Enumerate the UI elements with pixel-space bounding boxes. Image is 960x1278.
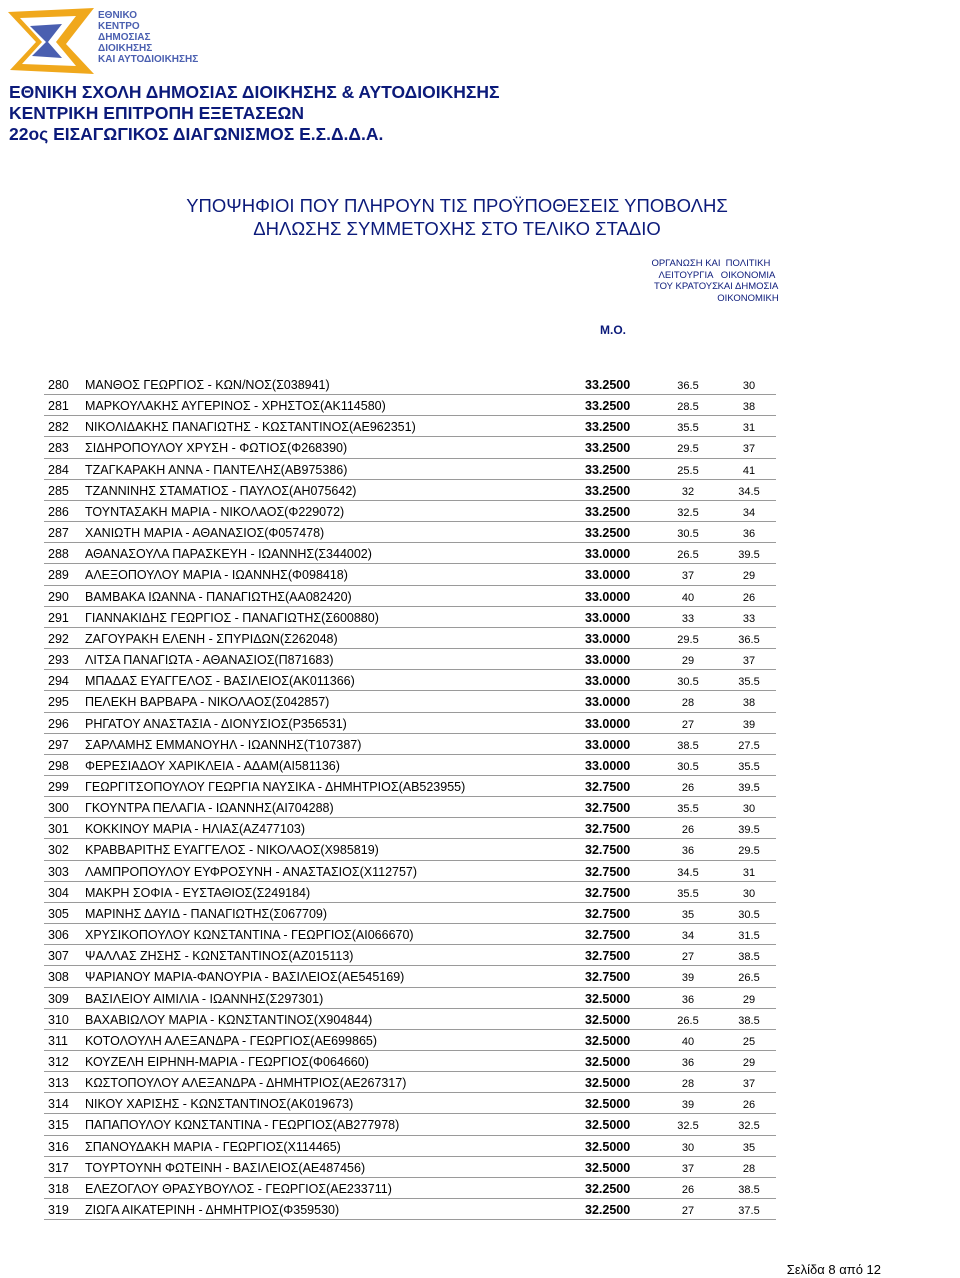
average-score: 32.7500 bbox=[585, 949, 631, 964]
score-state-organization: 25.5 bbox=[677, 464, 699, 477]
average-score: 33.2500 bbox=[585, 483, 631, 498]
candidate-name: ΤΖΑΓΚΑΡΑΚΗ ΑΝΝΑ - ΠΑΝΤΕΛΗΣ(ΑΒ975386) bbox=[85, 462, 348, 477]
score-state-organization: 29.5 bbox=[677, 443, 699, 456]
candidate-name: ΚΡΑΒΒΑΡΙΤΗΣ ΕΥΑΓΓΕΛΟΣ - ΝΙΚΟΛΑΟΣ(Χ985819) bbox=[85, 843, 379, 858]
score-political-economy: 41 bbox=[742, 464, 756, 477]
average-score: 33.0000 bbox=[585, 610, 631, 625]
document-header bbox=[9, 82, 500, 145]
table-row bbox=[0, 1031, 960, 1052]
table-row bbox=[0, 481, 960, 502]
score-political-economy: 38.5 bbox=[738, 951, 760, 964]
row-number: 294 bbox=[48, 674, 69, 689]
score-state-organization: 26.5 bbox=[677, 549, 699, 562]
table-row bbox=[0, 819, 960, 840]
score-political-economy: 30 bbox=[742, 887, 756, 900]
column-header-line: ΟΡΓΑΝΩΣΗ ΚΑΙ bbox=[651, 258, 721, 269]
score-political-economy: 26 bbox=[742, 591, 756, 604]
score-state-organization: 27 bbox=[681, 718, 695, 731]
logo-line: ΔΗΜΟΣΙΑΣ bbox=[98, 32, 151, 43]
candidate-name: ΚΟΚΚΙΝΟΥ ΜΑΡΙΑ - ΗΛΙΑΣ(ΑΖ477103) bbox=[85, 822, 305, 837]
score-political-economy: 29 bbox=[742, 1057, 756, 1069]
table-row bbox=[0, 544, 960, 565]
table-row bbox=[0, 967, 960, 988]
column-header-line: ΟΙΚΟΝΟΜΙΑ bbox=[720, 269, 776, 281]
score-political-economy: 37 bbox=[742, 1078, 756, 1091]
row-number: 291 bbox=[48, 610, 69, 625]
average-score: 32.7500 bbox=[585, 970, 631, 985]
logo-line: ΔΙΟΙΚΗΣΗΣ bbox=[98, 43, 153, 54]
score-political-economy: 38.5 bbox=[738, 1014, 760, 1027]
row-number: 286 bbox=[48, 504, 69, 519]
score-state-organization: 35.5 bbox=[677, 887, 699, 900]
table-row bbox=[0, 862, 960, 883]
candidate-name: ΧΡΥΣΙΚΟΠΟΥΛΟΥ ΚΩΝΣΤΑΝΤΙΝΑ - ΓΕΩΡΓΙΟΣ(ΑΙ066670) bbox=[85, 928, 414, 943]
score-political-economy: 30.5 bbox=[738, 908, 760, 921]
table-row bbox=[0, 735, 960, 756]
title-line-1: ΥΠΟΨΗΦΙΟΙ ΠΟΥ ΠΛΗΡΟΥΝ ΤΙΣ ΠΡΟΫΠΟΘΕΣΕΙΣ ΥΠΟΒΟΛΗΣ bbox=[186, 195, 728, 216]
candidate-name: ΜΑΝΘΟΣ ΓΕΩΡΓΙΟΣ - ΚΩΝ/ΝΟΣ(Σ038941) bbox=[85, 378, 330, 392]
logo-line: ΚΕΝΤΡΟ bbox=[98, 21, 140, 32]
table-row bbox=[0, 1115, 960, 1136]
score-state-organization: 27 bbox=[681, 1205, 695, 1218]
score-state-organization: 36 bbox=[681, 993, 695, 1006]
candidate-name: ΠΕΛΕΚΗ ΒΑΡΒΑΡΑ - ΝΙΚΟΛΑΟΣ(Σ042857) bbox=[85, 695, 330, 710]
row-number: 308 bbox=[48, 970, 69, 985]
candidate-name: ΤΟΥΝΤΑΣΑΚΗ ΜΑΡΙΑ - ΝΙΚΟΛΑΟΣ(Φ229072) bbox=[85, 504, 345, 519]
table-row bbox=[0, 523, 960, 544]
score-state-organization: 35 bbox=[681, 908, 695, 921]
candidate-name: ΜΑΡΚΟΥΛΑΚΗΣ ΑΥΓΕΡΙΝΟΣ - ΧΡΗΣΤΟΣ(ΑΚ114580) bbox=[85, 399, 386, 414]
candidate-name: ΤΟΥΡΤΟΥΝΗ ΦΩΤΕΙΝΗ - ΒΑΣΙΛΕΙΟΣ(ΑΕ487456) bbox=[85, 1160, 366, 1175]
average-score: 33.2500 bbox=[585, 378, 631, 392]
candidate-name: ΜΑΡΙΝΗΣ ΔΑΥΙΔ - ΠΑΝΑΓΙΩΤΗΣ(Σ067709) bbox=[85, 906, 328, 921]
average-score: 32.5000 bbox=[585, 1118, 631, 1133]
table-row bbox=[0, 671, 960, 692]
score-political-economy: 36.5 bbox=[738, 633, 760, 646]
score-state-organization: 30 bbox=[681, 1141, 695, 1154]
score-state-organization: 40 bbox=[681, 1035, 695, 1048]
candidate-name: ΚΟΥΖΕΛΗ ΕΙΡΗΝΗ-ΜΑΡΙΑ - ΓΕΩΡΓΙΟΣ(Φ064660) bbox=[85, 1055, 369, 1069]
score-state-organization: 26.5 bbox=[677, 1014, 699, 1027]
score-political-economy: 37 bbox=[742, 443, 756, 456]
column-header-line: ΚΑΙ ΔΗΜΟΣΙΑ bbox=[717, 281, 779, 292]
row-number: 301 bbox=[48, 822, 69, 837]
score-political-economy: 31 bbox=[742, 866, 756, 879]
score-political-economy: 27.5 bbox=[738, 739, 760, 752]
score-political-economy: 35 bbox=[742, 1141, 756, 1154]
table-row bbox=[0, 1073, 960, 1094]
row-number: 309 bbox=[48, 991, 69, 1006]
table-row bbox=[0, 946, 960, 967]
row-number: 311 bbox=[48, 1033, 68, 1048]
row-number: 306 bbox=[48, 928, 69, 943]
score-state-organization: 26 bbox=[681, 824, 695, 837]
score-state-organization: 30.5 bbox=[677, 528, 699, 541]
average-score: 32.7500 bbox=[585, 928, 631, 943]
score-political-economy: 39.5 bbox=[738, 824, 760, 837]
column-header-line: ΛΕΙΤΟΥΡΓΙΑ bbox=[658, 269, 714, 281]
row-number: 303 bbox=[48, 864, 69, 879]
score-political-economy: 35.5 bbox=[738, 760, 760, 773]
score-political-economy: 26 bbox=[742, 1099, 756, 1112]
average-score: 32.5000 bbox=[585, 1160, 631, 1175]
header-line-school: ΕΘΝΙΚΗ ΣΧΟΛΗ ΔΗΜΟΣΙΑΣ ΔΙΟΙΚΗΣΗΣ & ΑΥΤΟΔΙΟΙΚΗΣΗΣ bbox=[9, 82, 500, 102]
score-state-organization: 33 bbox=[681, 612, 695, 625]
header-line-committee: ΚΕΝΤΡΙΚΗ ΕΠΙΤΡΟΠΗ ΕΞΕΤΑΣΕΩΝ bbox=[9, 103, 305, 123]
score-political-economy: 39.5 bbox=[738, 781, 760, 794]
candidate-name: ΜΑΚΡΗ ΣΟΦΙΑ - ΕΥΣΤΑΘΙΟΣ(Σ249184) bbox=[85, 885, 311, 900]
score-state-organization: 36 bbox=[681, 845, 695, 858]
column-header-political-economy bbox=[713, 258, 783, 304]
score-state-organization: 29 bbox=[681, 655, 695, 668]
average-score: 32.7500 bbox=[585, 779, 631, 794]
score-state-organization: 35.5 bbox=[677, 422, 699, 435]
score-political-economy: 35.5 bbox=[738, 676, 760, 689]
candidate-name: ΛΑΜΠΡΟΠΟΥΛΟΥ ΕΥΦΡΟΣΥΝΗ - ΑΝΑΣΤΑΣΙΟΣ(Χ112757) bbox=[85, 864, 418, 879]
table-row bbox=[0, 904, 960, 925]
table-row bbox=[0, 1158, 960, 1179]
score-political-economy: 38 bbox=[742, 697, 756, 710]
table-row bbox=[0, 587, 960, 608]
row-number: 310 bbox=[48, 1012, 69, 1027]
row-number: 313 bbox=[48, 1076, 69, 1091]
candidate-name: ΨΑΡΙΑΝΟΥ ΜΑΡΙΑ-ΦΑΝΟΥΡΙΑ - ΒΑΣΙΛΕΙΟΣ(ΑΕ545169) bbox=[85, 970, 405, 985]
candidate-name: ΓΚΟΥΝΤΡΑ ΠΕΛΑΓΙΑ - ΙΩΑΝΝΗΣ(ΑΙ704288) bbox=[85, 801, 334, 816]
row-number: 293 bbox=[48, 653, 69, 668]
title-line-2: ΔΗΛΩΣΗΣ ΣΥΜΜΕΤΟΧΗΣ ΣΤΟ ΤΕΛΙΚΟ ΣΤΑΔΙΟ bbox=[253, 218, 661, 239]
row-number: 319 bbox=[48, 1203, 69, 1218]
candidates-table bbox=[0, 375, 960, 1221]
score-political-economy: 25 bbox=[742, 1035, 756, 1048]
average-score: 32.7500 bbox=[585, 864, 631, 879]
average-score: 33.0000 bbox=[585, 547, 631, 562]
candidate-name: ΒΑΜΒΑΚΑ ΙΩΑΝΝΑ - ΠΑΝΑΓΙΩΤΗΣ(ΑΑ082420) bbox=[85, 589, 352, 604]
candidate-name: ΛΙΤΣΑ ΠΑΝΑΓΙΩΤΑ - ΑΘΑΝΑΣΙΟΣ(Π871683) bbox=[85, 653, 334, 668]
candidate-name: ΝΙΚΟΥ ΧΑΡΙΣΗΣ - ΚΩΝΣΤΑΝΤΙΝΟΣ(ΑΚ019673) bbox=[85, 1097, 354, 1112]
average-score: 33.0000 bbox=[585, 695, 631, 710]
score-political-economy: 30 bbox=[742, 380, 756, 392]
average-score: 33.0000 bbox=[585, 589, 631, 604]
average-score: 33.0000 bbox=[585, 674, 631, 689]
header-line-competition: 22ος ΕΙΣΑΓΩΓΙΚΟΣ ΔΙΑΓΩΝΙΣΜΟΣ Ε.Σ.Δ.Δ.Α. bbox=[9, 124, 384, 144]
row-number: 302 bbox=[48, 843, 69, 858]
average-score: 32.5000 bbox=[585, 991, 631, 1006]
row-number: 298 bbox=[48, 758, 69, 773]
table-row bbox=[0, 1137, 960, 1158]
table-row bbox=[0, 650, 960, 671]
average-score: 33.2500 bbox=[585, 462, 631, 477]
score-state-organization: 30.5 bbox=[677, 760, 699, 773]
candidate-name: ΒΑΧΑΒΙΩΛΟΥ ΜΑΡΙΑ - ΚΩΝΣΤΑΝΤΙΝΟΣ(Χ904844) bbox=[85, 1012, 373, 1027]
row-number: 283 bbox=[48, 441, 69, 456]
row-number: 312 bbox=[48, 1055, 69, 1069]
score-state-organization: 30.5 bbox=[677, 676, 699, 689]
table-row bbox=[0, 798, 960, 819]
row-number: 290 bbox=[48, 589, 69, 604]
score-political-economy: 37.5 bbox=[738, 1205, 760, 1218]
score-political-economy: 38.5 bbox=[738, 1183, 760, 1196]
candidate-name: ΠΑΠΑΠΟΥΛΟΥ ΚΩΝΣΤΑΝΤΙΝΑ - ΓΕΩΡΓΙΟΣ(ΑΒ277978) bbox=[85, 1118, 400, 1133]
score-political-economy: 30 bbox=[742, 803, 756, 816]
score-political-economy: 31 bbox=[742, 422, 756, 435]
candidate-name: ΖΙΩΓΑ ΑΙΚΑΤΕΡΙΝΗ - ΔΗΜΗΤΡΙΟΣ(Φ359530) bbox=[85, 1203, 340, 1218]
score-political-economy: 37 bbox=[742, 655, 756, 668]
column-header-average: Μ.Ο. bbox=[600, 323, 626, 337]
average-score: 33.0000 bbox=[585, 737, 631, 752]
row-number: 284 bbox=[48, 462, 69, 477]
candidate-name: ΣΠΑΝΟΥΔΑΚΗ ΜΑΡΙΑ - ΓΕΩΡΓΙΟΣ(Χ114465) bbox=[85, 1139, 341, 1154]
average-score: 33.0000 bbox=[585, 631, 631, 646]
score-state-organization: 29.5 bbox=[677, 633, 699, 646]
page-title bbox=[0, 194, 914, 240]
score-political-economy: 34 bbox=[742, 506, 756, 519]
row-number: 295 bbox=[48, 695, 69, 710]
table-row bbox=[0, 1200, 960, 1221]
score-political-economy: 32.5 bbox=[738, 1120, 760, 1133]
average-score: 32.2500 bbox=[585, 1203, 631, 1218]
table-row bbox=[0, 989, 960, 1010]
table-row bbox=[0, 692, 960, 713]
score-state-organization: 26 bbox=[681, 781, 695, 794]
score-state-organization: 28.5 bbox=[677, 401, 699, 414]
candidate-name: ΕΛΕΖΟΓΛΟΥ ΘΡΑΣΥΒΟΥΛΟΣ - ΓΕΩΡΓΙΟΣ(ΑΕ233711) bbox=[85, 1181, 392, 1196]
candidate-name: ΧΑΝΙΩΤΗ ΜΑΡΙΑ - ΑΘΑΝΑΣΙΟΣ(Φ057478) bbox=[85, 526, 325, 541]
row-number: 292 bbox=[48, 631, 69, 646]
table-row bbox=[0, 777, 960, 798]
score-political-economy: 39 bbox=[742, 718, 756, 731]
score-state-organization: 39 bbox=[681, 972, 695, 985]
table-row bbox=[0, 1052, 960, 1073]
table-row bbox=[0, 502, 960, 523]
candidate-name: ΡΗΓΑΤΟΥ ΑΝΑΣΤΑΣΙΑ - ΔΙΟΝΥΣΙΟΣ(Ρ356531) bbox=[85, 716, 347, 731]
column-header-state-organization bbox=[651, 258, 721, 293]
logo-line: ΚΑΙ ΑΥΤΟΔΙΟΙΚΗΣΗΣ bbox=[98, 54, 199, 65]
row-number: 317 bbox=[48, 1160, 69, 1175]
table-row bbox=[0, 840, 960, 861]
row-number: 307 bbox=[48, 949, 69, 964]
page-number: Σελίδα 8 από 12 bbox=[786, 1262, 881, 1277]
candidate-name: ΓΕΩΡΓΙΤΣΟΠΟΥΛΟΥ ΓΕΩΡΓΙΑ ΝΑΥΣΙΚΑ - ΔΗΜΗΤΡΙΟΣ(ΑΒ523955) bbox=[85, 779, 466, 794]
candidate-name: ΤΖΑΝΝΙΝΗΣ ΣΤΑΜΑΤΙΟΣ - ΠΑΥΛΟΣ(ΑΗ075642) bbox=[85, 483, 357, 498]
table-row bbox=[0, 629, 960, 650]
score-state-organization: 32.5 bbox=[677, 506, 699, 519]
candidate-name: ΣΑΡΛΑΜΗΣ ΕΜΜΑΝΟΥΗΛ - ΙΩΑΝΝΗΣ(Τ107387) bbox=[85, 737, 362, 752]
candidate-name: ΣΙΔΗΡΟΠΟΥΛΟΥ ΧΡΥΣΗ - ΦΩΤΙΟΣ(Φ268390) bbox=[85, 441, 348, 456]
average-score: 32.7500 bbox=[585, 885, 631, 900]
row-number: 314 bbox=[48, 1097, 69, 1112]
candidate-name: ΜΠΑΔΑΣ ΕΥΑΓΓΕΛΟΣ - ΒΑΣΙΛΕΙΟΣ(ΑΚ011366) bbox=[85, 674, 355, 689]
row-number: 285 bbox=[48, 483, 69, 498]
average-score: 32.7500 bbox=[585, 801, 631, 816]
score-political-economy: 26.5 bbox=[738, 972, 760, 985]
candidate-name: ΖΑΓΟΥΡΑΚΗ ΕΛΕΝΗ - ΣΠΥΡΙΔΩΝ(Σ262048) bbox=[85, 631, 338, 646]
score-state-organization: 36.5 bbox=[677, 380, 699, 392]
average-score: 32.5000 bbox=[585, 1033, 631, 1048]
row-number: 299 bbox=[48, 779, 69, 794]
candidate-name: ΑΘΑΝΑΣΟΥΛΑ ΠΑΡΑΣΚΕΥΗ - ΙΩΑΝΝΗΣ(Σ344002) bbox=[85, 547, 372, 562]
score-state-organization: 37 bbox=[681, 570, 695, 583]
score-political-economy: 31.5 bbox=[738, 930, 760, 943]
column-header-line: ΟΙΚΟΝΟΜΙΚΗ bbox=[717, 292, 779, 304]
score-state-organization: 34.5 bbox=[677, 866, 699, 879]
table-row bbox=[0, 396, 960, 417]
average-score: 32.5000 bbox=[585, 1055, 631, 1069]
score-state-organization: 28 bbox=[681, 697, 695, 710]
average-score: 32.5000 bbox=[585, 1097, 631, 1112]
candidate-name: ΒΑΣΙΛΕΙΟΥ ΑΙΜΙΛΙΑ - ΙΩΑΝΝΗΣ(Σ297301) bbox=[85, 991, 324, 1006]
score-state-organization: 38.5 bbox=[677, 739, 699, 752]
average-score: 33.2500 bbox=[585, 504, 631, 519]
score-state-organization: 27 bbox=[681, 951, 695, 964]
average-score: 33.0000 bbox=[585, 758, 631, 773]
table-row bbox=[0, 883, 960, 904]
score-state-organization: 35.5 bbox=[677, 803, 699, 816]
score-political-economy: 29.5 bbox=[738, 845, 760, 858]
table-row bbox=[0, 417, 960, 438]
score-state-organization: 32 bbox=[681, 485, 695, 498]
row-number: 297 bbox=[48, 737, 69, 752]
row-number: 281 bbox=[48, 399, 69, 414]
average-score: 33.2500 bbox=[585, 441, 631, 456]
row-number: 287 bbox=[48, 526, 69, 541]
row-number: 316 bbox=[48, 1139, 69, 1154]
row-number: 318 bbox=[48, 1181, 69, 1196]
score-state-organization: 32.5 bbox=[677, 1120, 699, 1133]
table-row bbox=[0, 460, 960, 481]
average-score: 33.2500 bbox=[585, 526, 631, 541]
score-political-economy: 28 bbox=[742, 1162, 756, 1175]
score-political-economy: 38 bbox=[742, 401, 756, 414]
logo-text bbox=[98, 10, 198, 65]
score-state-organization: 34 bbox=[681, 930, 695, 943]
score-state-organization: 26 bbox=[681, 1183, 695, 1196]
candidate-name: ΓΙΑΝΝΑΚΙΔΗΣ ΓΕΩΡΓΙΟΣ - ΠΑΝΑΓΙΩΤΗΣ(Σ600880) bbox=[85, 610, 379, 625]
row-number: 296 bbox=[48, 716, 69, 731]
average-score: 33.0000 bbox=[585, 568, 631, 583]
institution-logo bbox=[6, 4, 199, 76]
table-row bbox=[0, 1010, 960, 1031]
row-number: 288 bbox=[48, 547, 69, 562]
row-number: 315 bbox=[48, 1118, 69, 1133]
average-score: 32.7500 bbox=[585, 822, 631, 837]
candidate-name: ΚΩΣΤΟΠΟΥΛΟΥ ΑΛΕΞΑΝΔΡΑ - ΔΗΜΗΤΡΙΟΣ(ΑΕ267317) bbox=[85, 1076, 407, 1091]
score-state-organization: 28 bbox=[681, 1078, 695, 1091]
average-score: 32.2500 bbox=[585, 1181, 631, 1196]
row-number: 289 bbox=[48, 568, 69, 583]
row-number: 305 bbox=[48, 906, 69, 921]
candidate-name: ΨΑΛΛΑΣ ΖΗΣΗΣ - ΚΩΝΣΤΑΝΤΙΝΟΣ(ΑΖ015113) bbox=[85, 949, 354, 964]
score-political-economy: 34.5 bbox=[738, 485, 760, 498]
score-state-organization: 37 bbox=[681, 1162, 695, 1175]
row-number: 300 bbox=[48, 801, 69, 816]
score-state-organization: 36 bbox=[681, 1057, 695, 1069]
average-score: 32.5000 bbox=[585, 1076, 631, 1091]
candidate-name: ΝΙΚΟΛΙΔΑΚΗΣ ΠΑΝΑΓΙΩΤΗΣ - ΚΩΣΤΑΝΤΙΝΟΣ(ΑΕ962351) bbox=[85, 420, 416, 435]
score-political-economy: 39.5 bbox=[738, 549, 760, 562]
table-row bbox=[0, 608, 960, 629]
column-header-line: ΤΟΥ ΚΡΑΤΟΥΣ bbox=[653, 281, 719, 292]
average-score: 33.0000 bbox=[585, 653, 631, 668]
score-state-organization: 39 bbox=[681, 1099, 695, 1112]
table-row bbox=[0, 1094, 960, 1115]
score-state-organization: 40 bbox=[681, 591, 695, 604]
average-score: 32.5000 bbox=[585, 1139, 631, 1154]
table-row bbox=[0, 1179, 960, 1200]
score-political-economy: 36 bbox=[742, 528, 756, 541]
score-political-economy: 29 bbox=[742, 570, 756, 583]
table-row bbox=[0, 925, 960, 946]
average-score: 33.0000 bbox=[585, 716, 631, 731]
candidate-name: ΚΟΤΟΛΟΥΛΗ ΑΛΕΞΑΝΔΡΑ - ΓΕΩΡΓΙΟΣ(ΑΕ699865) bbox=[85, 1033, 378, 1048]
table-row bbox=[0, 375, 960, 396]
row-number: 304 bbox=[48, 885, 69, 900]
column-header-line: ΠΟΛΙΤΙΚΗ bbox=[725, 258, 771, 269]
row-number: 280 bbox=[48, 378, 69, 392]
average-score: 32.5000 bbox=[585, 1012, 631, 1027]
row-number: 282 bbox=[48, 420, 69, 435]
average-score: 32.7500 bbox=[585, 906, 631, 921]
candidate-name: ΦΕΡΕΣΙΑΔΟΥ ΧΑΡΙΚΛΕΙΑ - ΑΔΑΜ(ΑΙ581136) bbox=[85, 758, 340, 773]
logo-emblem-icon bbox=[6, 4, 98, 76]
table-row bbox=[0, 438, 960, 459]
average-score: 33.2500 bbox=[585, 399, 631, 414]
table-row bbox=[0, 714, 960, 735]
score-political-economy: 29 bbox=[742, 993, 756, 1006]
score-political-economy: 33 bbox=[742, 612, 756, 625]
table-row bbox=[0, 565, 960, 586]
average-score: 33.2500 bbox=[585, 420, 631, 435]
average-score: 32.7500 bbox=[585, 843, 631, 858]
table-row bbox=[0, 756, 960, 777]
logo-line: ΕΘΝΙΚΟ bbox=[98, 10, 137, 21]
candidate-name: ΑΛΕΞΟΠΟΥΛΟΥ ΜΑΡΙΑ - ΙΩΑΝΝΗΣ(Φ098418) bbox=[85, 568, 348, 583]
